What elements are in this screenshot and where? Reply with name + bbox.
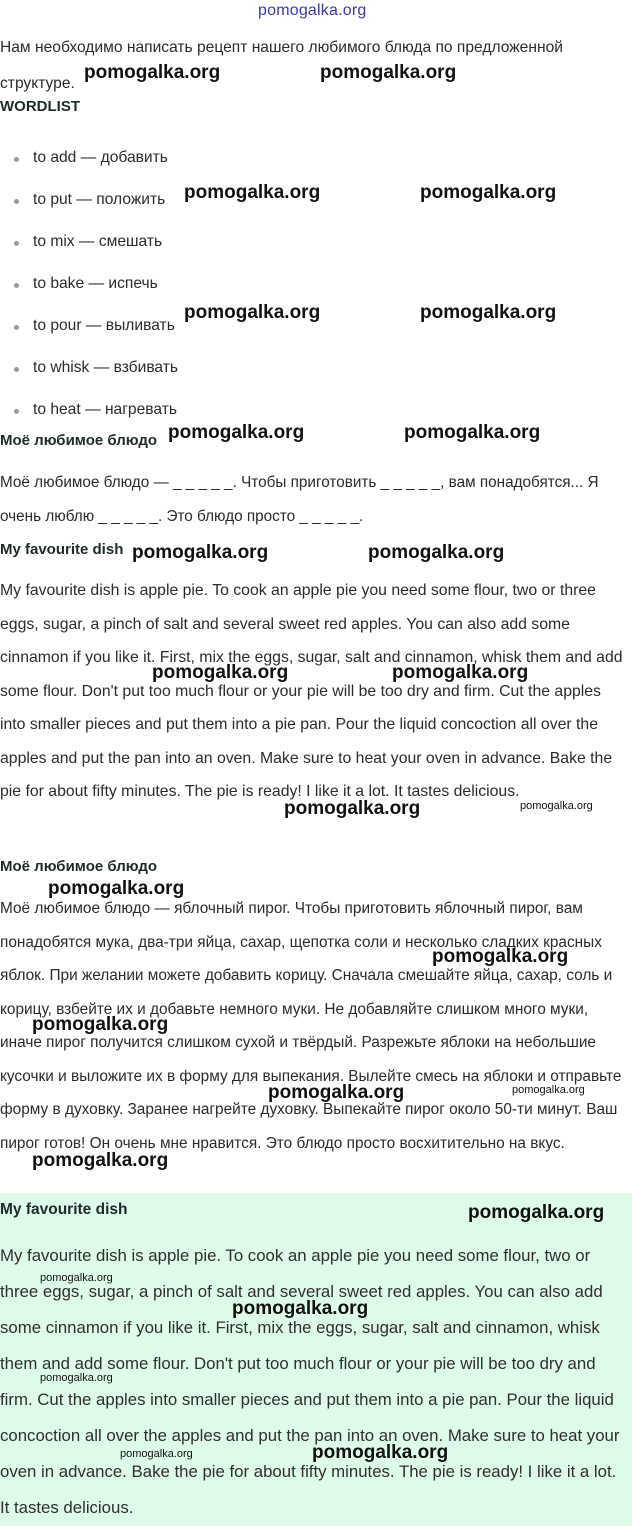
list-item-text: to pour — выливать <box>33 317 175 334</box>
watermark: pomogalka.org <box>184 302 321 323</box>
answer-text: My favourite dish is apple pie. To cook an apple pie you need some flour, two or three eggs, sugar, a pinch of salt and several sweet red apples. You can also add some cinnamon if you like it. First, mix the eggs, sugar, salt and cinnamon, whisk them and add some flour. Don't put too much flour or your pie will be too dry and firm. Cut the apples into smaller pieces and put them into a pie pan. Pour the liquid concoction all over the apples and put the pan into an oven. Make sure to heat your oven in advance. Bake the pie for about fifty minutes. The pie is ready! I like it a lot. It tastes delicious. <box>0 1246 620 1517</box>
watermark: pomogalka.org <box>392 662 529 683</box>
list-item <box>0 140 178 182</box>
watermark: pomogalka.org <box>420 182 557 203</box>
list-item <box>0 182 178 224</box>
watermark: pomogalka.org <box>420 302 557 323</box>
list-item <box>0 224 178 266</box>
intro-text: Нам необходимо написать рецепт нашего любимого блюда по предложенной структуре. <box>0 39 563 92</box>
russian-translation-text: Моё любимое блюдо — яблочный пирог. Чтобы приготовить яблочный пирог, вам понадобятся мука, два-три яйца, сахар, щепотка соли и несколько сладких красных яблок. При желании можете добавить корицу. Сначала смешайте яйца, сахар, соль и корицу, взбейте их и добавьте немного муки. Не добавляйте слишком много муки, иначе пирог получится слишком сухой и твёрдый. Разрежьте яблоки на небольшие кусочки и выложите их в форму для выпекания. Вылейте смесь на яблоки и отправьте форму в духовку. Заранее нагрейте духовку. Выпекайте пирог около 50-ти минут. Ваш пирог готов! Он очень мне нравится. Это блюдо просто восхитительно на вкус. <box>0 900 622 1152</box>
list-item-text: to bake — испечь <box>33 275 158 292</box>
wordlist <box>0 140 178 434</box>
list-item <box>0 266 178 308</box>
template-heading: Моё любимое блюдо <box>0 432 158 449</box>
list-item-text: to whisk — взбивать <box>33 359 179 376</box>
list-item-text: to mix — смешать <box>33 233 163 250</box>
english-example-heading: My favourite dish <box>0 541 124 558</box>
watermark: pomogalka.org <box>48 878 185 899</box>
watermark: pomogalka.org <box>120 1448 193 1460</box>
list-item-text: to add — добавить <box>33 149 168 166</box>
answer-heading: My favourite dish <box>0 1201 128 1218</box>
watermark: pomogalka.org <box>152 662 289 683</box>
top-watermark: pomogalka.org <box>258 2 367 19</box>
list-item-text: to heat — нагревать <box>33 401 177 418</box>
russian-translation-heading: Моё любимое блюдо <box>0 858 158 875</box>
watermark: pomogalka.org <box>40 1372 113 1384</box>
watermark: pomogalka.org <box>312 1442 449 1463</box>
bullet-icon <box>14 409 19 414</box>
bullet-icon <box>14 325 19 330</box>
bullet-icon <box>14 241 19 246</box>
watermark: pomogalka.org <box>268 1082 405 1103</box>
watermark: pomogalka.org <box>368 542 505 563</box>
watermark: pomogalka.org <box>468 1202 605 1223</box>
list-item <box>0 350 178 392</box>
watermark: pomogalka.org <box>432 946 569 967</box>
bullet-icon <box>14 199 19 204</box>
answer-box <box>0 1193 632 1526</box>
list-item <box>0 308 178 350</box>
watermark: pomogalka.org <box>84 62 221 83</box>
watermark: pomogalka.org <box>320 62 457 83</box>
watermark: pomogalka.org <box>284 798 421 819</box>
wordlist-heading: WORDLIST <box>0 98 80 115</box>
template-text: Моё любимое блюдо — _ _ _ _ _. Чтобы приготовить _ _ _ _ _, вам понадобятся... Я очень люблю _ _ _ _ _. Это блюдо просто _ _ _ _ _. <box>0 474 599 525</box>
watermark: pomogalka.org <box>32 1014 169 1035</box>
watermark: pomogalka.org <box>184 182 321 203</box>
list-item <box>0 392 178 434</box>
watermark: pomogalka.org <box>132 542 269 563</box>
bullet-icon <box>14 283 19 288</box>
watermark: pomogalka.org <box>40 1272 113 1284</box>
english-example-text: My favourite dish is apple pie. To cook an apple pie you need some flour, two or three eggs, sugar, a pinch of salt and several sweet red apples. You can also add some cinnamon if you like it. First, mix the eggs, sugar, salt and cinnamon, whisk them and add some flour. Don't put too much flour or your pie will be too dry and firm. Cut the apples into smaller pieces and put them into a pie pan. Pour the liquid concoction all over the apples and put the pan into an oven. Make sure to heat your oven in advance. Bake the pie for about fifty minutes. The pie is ready! I like it a lot. It tastes delicious. <box>0 582 623 800</box>
watermark: pomogalka.org <box>168 422 305 443</box>
watermark: pomogalka.org <box>404 422 541 443</box>
bullet-icon <box>14 367 19 372</box>
watermark: pomogalka.org <box>232 1298 369 1319</box>
list-item-text: to put — положить <box>33 191 166 208</box>
watermark: pomogalka.org <box>32 1150 169 1171</box>
watermark: pomogalka.org <box>512 1084 585 1096</box>
bullet-icon <box>14 157 19 162</box>
watermark: pomogalka.org <box>520 800 593 812</box>
